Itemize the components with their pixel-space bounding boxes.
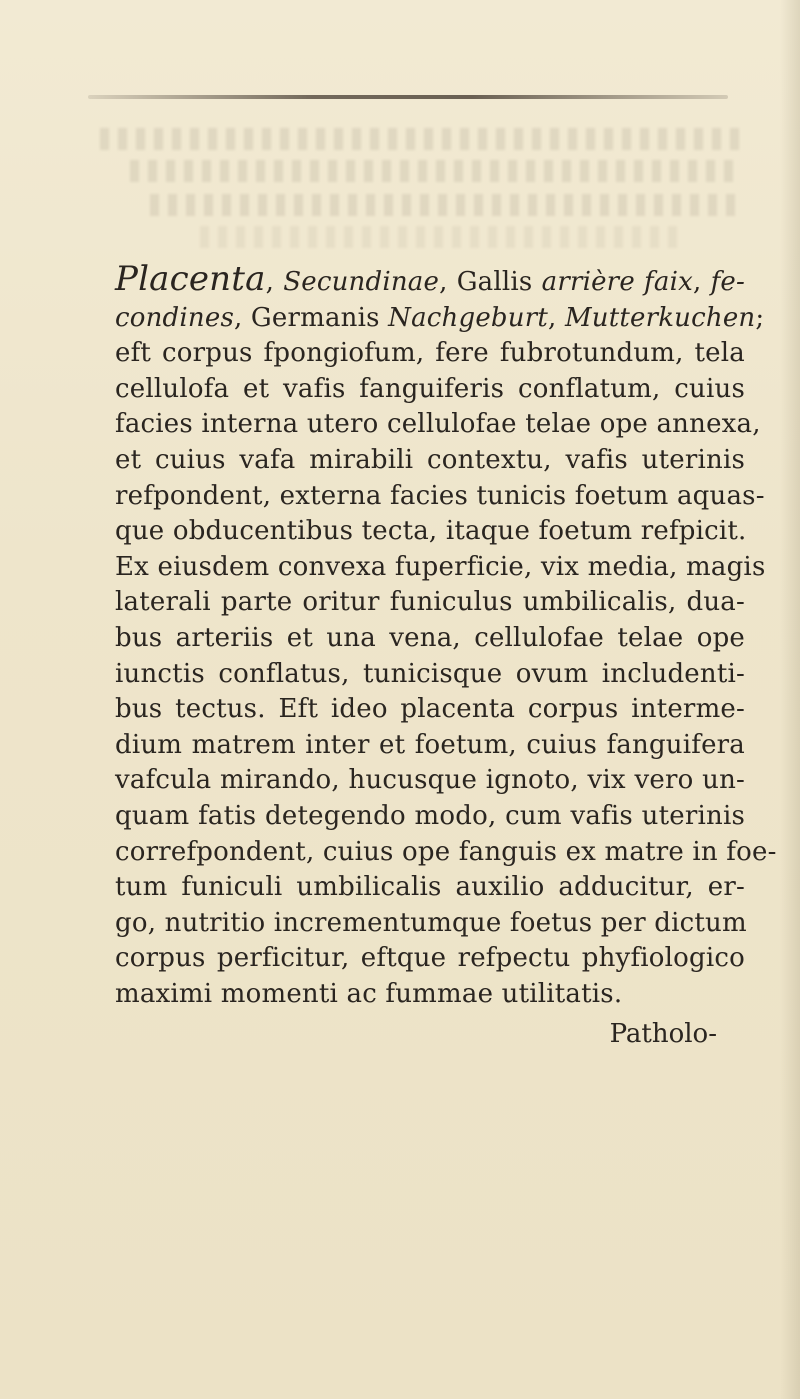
body-paragraph (115, 259, 777, 1012)
text-fragment: , Germanis (234, 302, 389, 333)
term-secundinae: Secundinae (283, 267, 440, 297)
term-fecondines: fe- (710, 267, 745, 297)
text-line (115, 301, 765, 337)
text-line: eft corpus fpongiofum, fere fubrotundum, tela (115, 338, 745, 369)
term-german-1: Nachgeburt (388, 302, 548, 333)
text-line: tum funiculi umbilicalis auxilio adducitur, er- (115, 872, 745, 903)
text-line: que obducentibus tecta, itaque foetum refpicit. (115, 516, 747, 547)
term-placenta: Placenta (115, 259, 266, 299)
text-line: Ex eiusdem convexa fuperficie, vix media, magis (115, 551, 766, 582)
text-fragment: , (692, 267, 711, 297)
text-line (115, 259, 745, 301)
text-line: cellulofa et vafis fanguiferis conflatum, cuius (115, 373, 745, 404)
page-edge (780, 0, 800, 1399)
text-line: maximi momenti ac fummae utilitatis. (115, 978, 623, 1009)
term-fecondines-cont: condines (115, 302, 234, 333)
text-line: quam fatis detegendo modo, cum vafis uterinis (115, 800, 745, 831)
text-fragment: , (548, 302, 565, 333)
text-line: et cuius vafa mirabili contextu, vafis uterinis (115, 444, 745, 475)
text-line: refpondent, externa facies tunicis foetum aquas- (115, 480, 765, 511)
text-line: corpus perficitur, eftque refpectu phyfiologico (115, 943, 745, 974)
term-german-2: Mutterkuchen (564, 302, 756, 333)
bleed-through-text (150, 194, 740, 216)
text-line: go, nutritio incrementumque foetus per dictum (115, 907, 747, 938)
text-line: bus arteriis et una vena, cellulofae telae ope (115, 622, 745, 653)
text-line: bus tectus. Eft ideo placenta corpus interme- (115, 694, 745, 725)
bleed-through-text (100, 128, 740, 150)
header-rule (88, 95, 728, 99)
text-line: laterali parte oritur funiculus umbilicalis, dua- (115, 587, 745, 618)
text-line: iunctis conflatus, tunicisque ovum includenti- (115, 658, 745, 689)
text-fragment: , (265, 267, 284, 297)
term-french: arrière faix (541, 267, 693, 297)
bleed-through-text (200, 226, 680, 248)
text-line: facies interna utero cellulofae telae ope annexa, (115, 409, 761, 440)
text-fragment: , Gallis (439, 267, 542, 297)
text-line: vafcula mirando, hucusque ignoto, vix vero un- (115, 765, 745, 796)
text-line: correfpondent, cuius ope fanguis ex matre in foe- (115, 836, 777, 867)
text-line: dium matrem inter et foetum, cuius fanguifera (115, 729, 745, 760)
catchword: Patholo- (609, 1019, 717, 1049)
text-fragment: ; (755, 302, 765, 333)
bleed-through-text (130, 160, 740, 182)
